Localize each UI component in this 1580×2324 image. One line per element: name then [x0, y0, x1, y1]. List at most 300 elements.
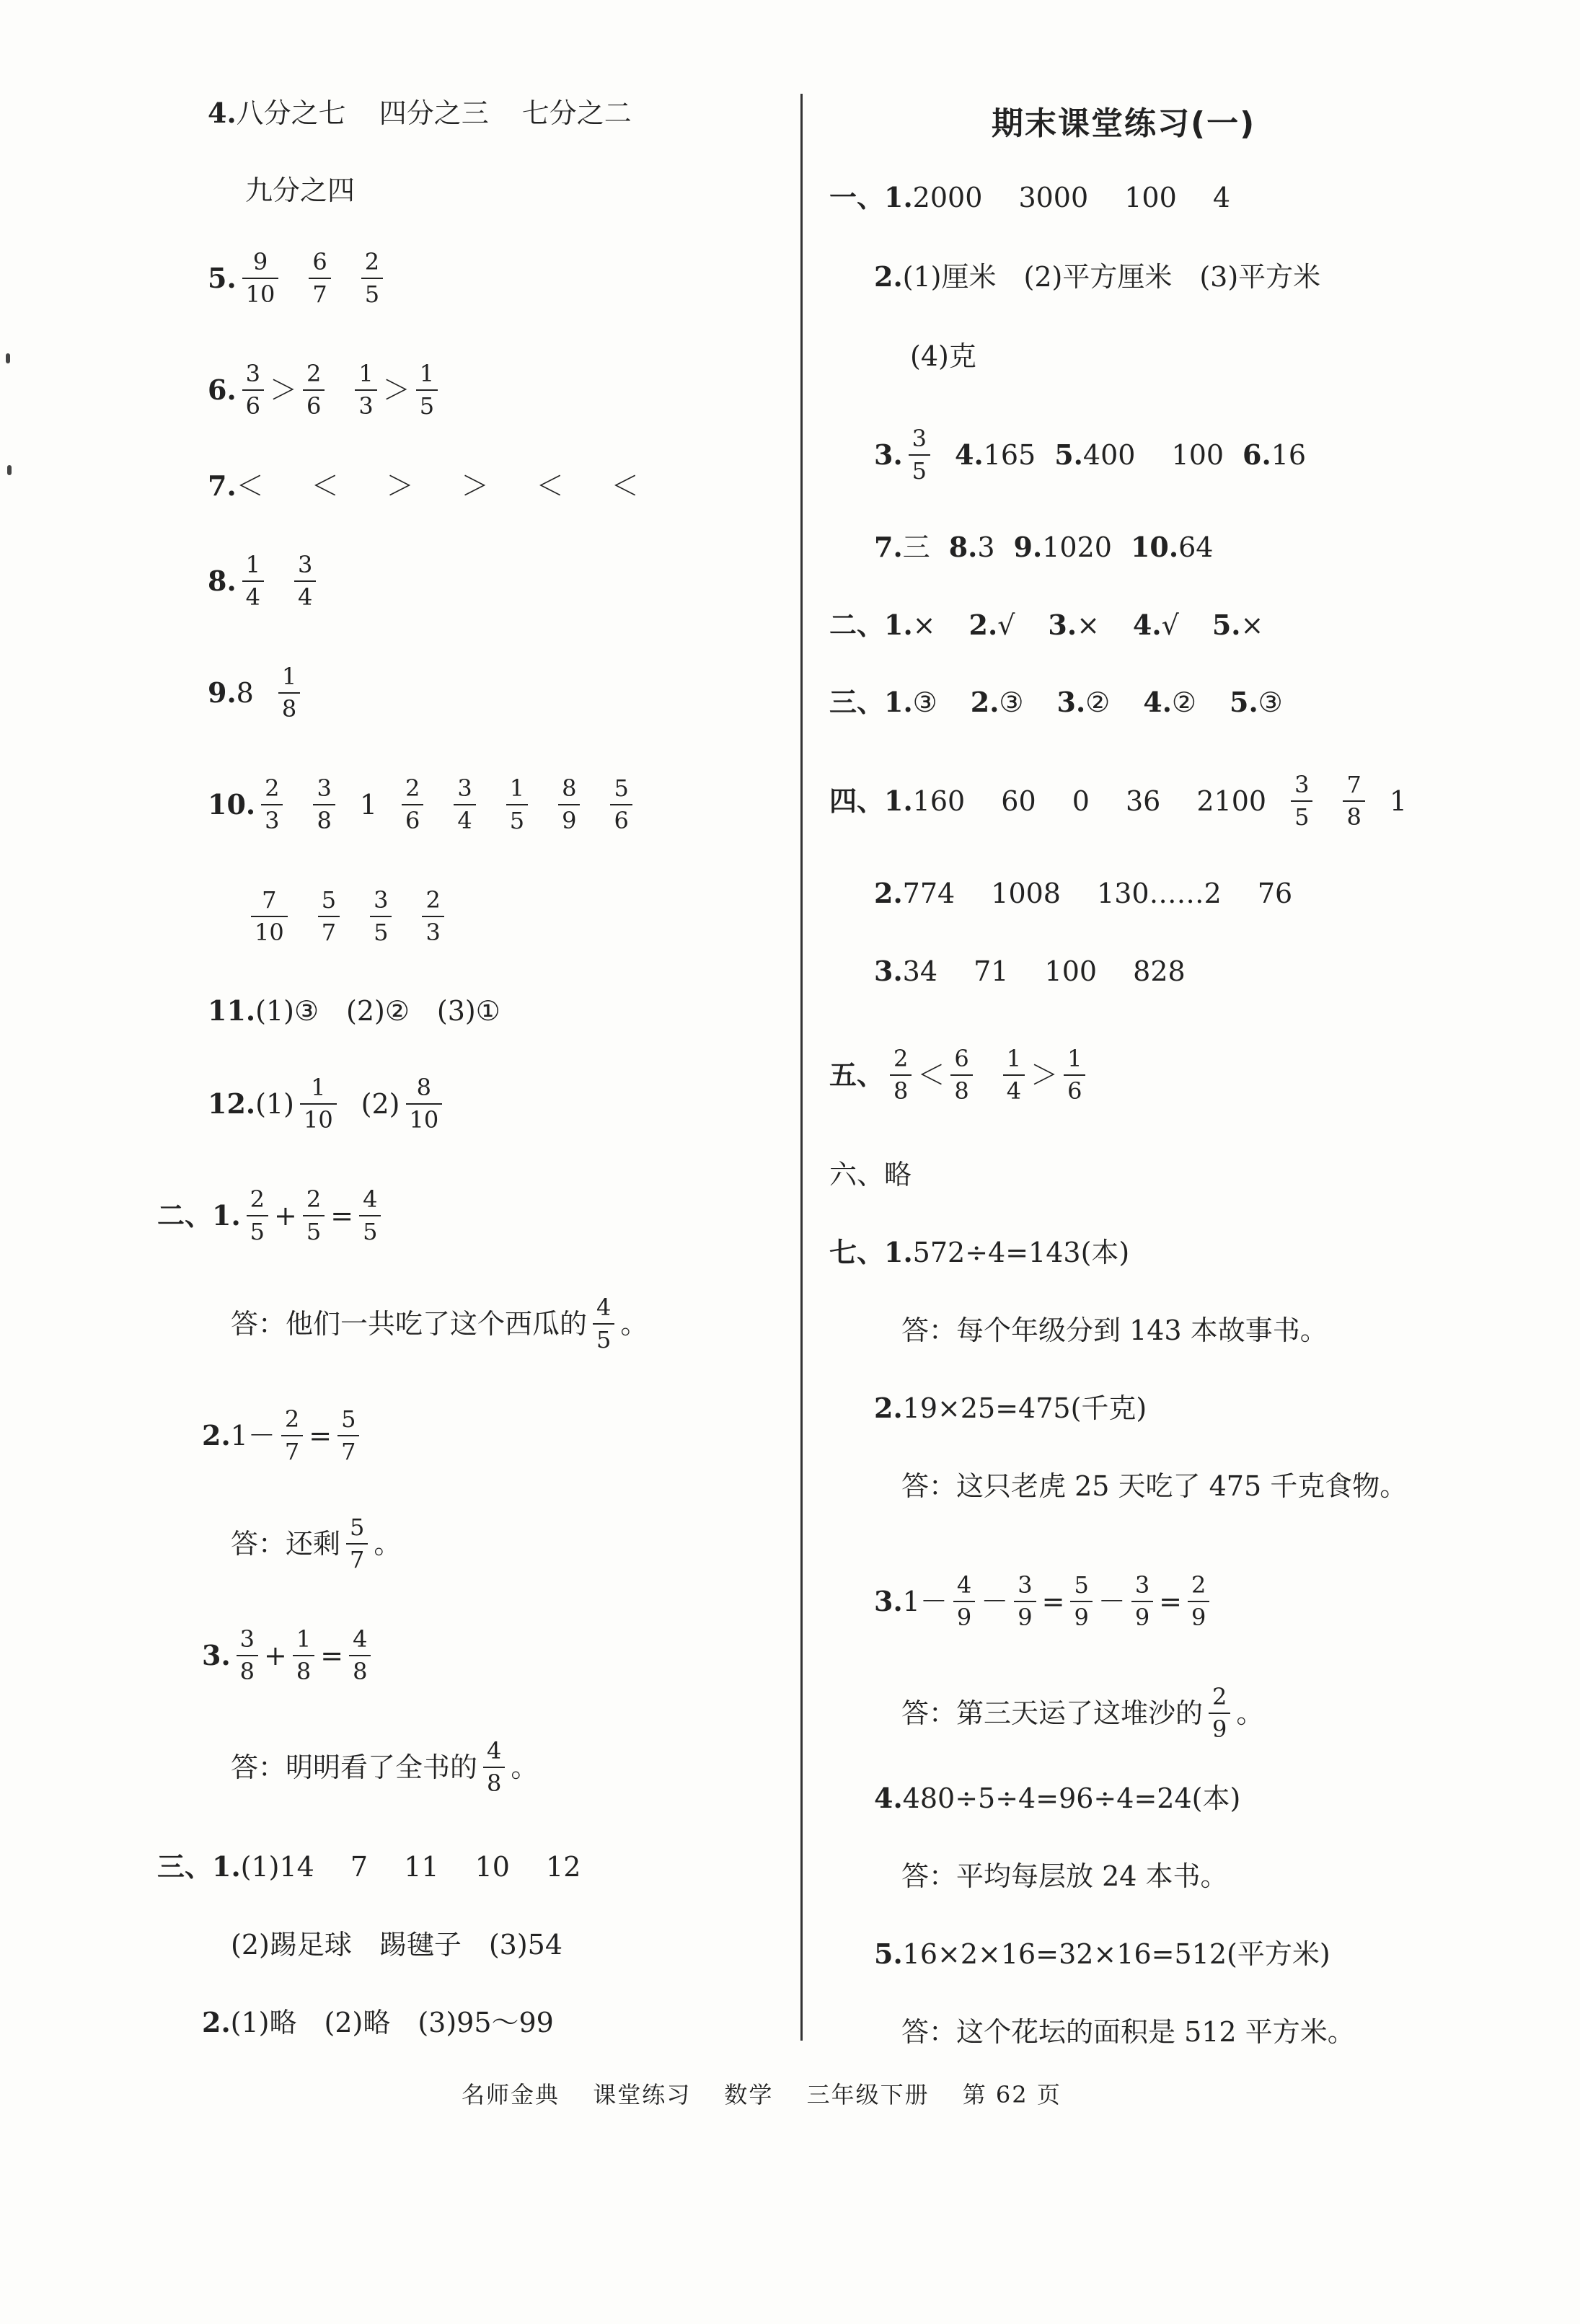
answer-text: 三	[902, 531, 930, 563]
answer-text: 5.	[208, 261, 237, 294]
scan-mark	[6, 353, 10, 363]
answer-text: 8	[236, 676, 254, 709]
fraction	[309, 249, 330, 308]
answer-text: 160 60 0 36 2100	[912, 785, 1267, 817]
answer-text: 答：这个花坛的面积是 512 平方米。	[901, 2016, 1355, 2048]
answer-text: 5	[321, 886, 337, 914]
answer-text: 2.	[874, 877, 903, 909]
answer-text: 四、1.	[829, 784, 913, 817]
answer-text: ＜ ＜ ＞ ＞ ＜ ＜	[236, 470, 649, 502]
answer-text: 2	[265, 774, 280, 802]
answer-text: 6	[303, 389, 325, 420]
answer-text: 165	[983, 438, 1036, 471]
answer-text: 9	[1209, 1713, 1230, 1743]
fraction	[558, 775, 580, 834]
fraction	[402, 775, 423, 834]
answer-text: 9	[252, 248, 268, 275]
answer-text: 1	[509, 774, 525, 802]
answer-text: 9	[953, 1601, 975, 1631]
answer-text: 3.	[202, 1638, 231, 1671]
answer-text: ＜	[917, 1059, 945, 1091]
answer-text: 5	[359, 1215, 381, 1245]
answer-text: (2)踢足球 踢毽子 (3)54	[231, 1929, 563, 1961]
answer-text: 六、略	[829, 1159, 912, 1190]
scan-mark	[7, 465, 12, 475]
answer-text: 1020	[1042, 531, 1112, 563]
left-s2-q2	[202, 1406, 365, 1465]
left-q10-row2	[245, 887, 450, 946]
fraction	[278, 663, 300, 723]
right-s4-q2	[874, 877, 1293, 909]
answer-text: 9	[1014, 1601, 1036, 1631]
fraction	[318, 887, 340, 946]
left-s3-l1	[157, 1850, 581, 1883]
left-s2-ans1	[231, 1294, 648, 1353]
answer-text: 5	[350, 1514, 365, 1541]
answer-text: 572÷4=143(本)	[912, 1237, 1130, 1268]
fraction	[506, 775, 528, 834]
left-q4	[208, 97, 632, 129]
answer-text: 8	[890, 1074, 912, 1105]
right-s7-a2	[901, 1472, 1407, 1500]
fraction	[303, 361, 325, 420]
footer-series: 课堂练习	[593, 2081, 692, 2108]
answer-text: 8	[562, 774, 577, 802]
left-s3-l2	[231, 1929, 563, 1961]
fraction	[610, 775, 632, 834]
answer-text: 5	[909, 454, 930, 485]
fraction	[300, 1074, 337, 1134]
left-q10	[208, 775, 638, 834]
right-s7-a5	[901, 2018, 1355, 2046]
right-s1-q1	[829, 181, 1231, 213]
footer-grade: 三年级下册	[806, 2081, 930, 2108]
answer-text: 480÷5÷4=96÷4=24(本)	[902, 1782, 1241, 1814]
answer-text: 答：平均每层放 24 本书。	[901, 1860, 1228, 1892]
fraction	[247, 1186, 268, 1245]
fraction	[1291, 772, 1312, 831]
answer-text: 3	[1134, 1571, 1150, 1599]
answer-text: 3	[457, 774, 472, 802]
fraction	[422, 887, 443, 946]
answer-text: 2.	[202, 2006, 231, 2038]
answer-text: 5	[1291, 800, 1312, 831]
answer-text: 2	[284, 1405, 300, 1433]
answer-text: 答：明明看了全书的	[231, 1751, 478, 1783]
answer-text: ×	[1077, 609, 1100, 641]
answer-text: 2	[1191, 1571, 1206, 1599]
answer-text: 6.	[1243, 438, 1271, 471]
answer-text: 5	[1074, 1571, 1089, 1599]
fraction	[416, 361, 438, 420]
answer-text: ＞	[270, 374, 298, 406]
answer-text: 1	[281, 663, 297, 690]
answer-text: =	[309, 1419, 332, 1452]
right-s7-q5	[874, 1940, 1330, 1968]
answer-text: ×	[1240, 609, 1264, 641]
answer-text: 2.	[874, 1392, 903, 1424]
fraction	[593, 1294, 614, 1353]
answer-text: 5	[593, 1323, 614, 1353]
answer-text: 5.	[1230, 686, 1258, 718]
answer-text: ②	[1171, 686, 1196, 718]
answer-text: 4.	[955, 438, 984, 471]
fraction	[1070, 1572, 1092, 1631]
right-s7-q3	[874, 1572, 1215, 1631]
fraction	[359, 1186, 381, 1245]
left-s3-l3	[202, 2006, 554, 2038]
fraction	[483, 1738, 505, 1797]
answer-text: (1)	[255, 1087, 294, 1120]
answer-text: 五、	[829, 1058, 885, 1091]
answer-text: 1	[296, 1625, 312, 1653]
left-s2-ans3	[231, 1738, 538, 1797]
answer-text: 5	[416, 389, 438, 420]
fraction	[242, 249, 279, 308]
answer-text: 5	[303, 1215, 325, 1245]
answer-text: 1	[311, 1074, 326, 1101]
fraction	[293, 1626, 314, 1685]
answer-text: ＞	[382, 374, 410, 406]
answer-text: 3	[374, 886, 389, 914]
fraction	[406, 1074, 443, 1134]
answer-text: ③	[912, 686, 937, 718]
answer-text: 3	[317, 774, 332, 802]
answer-text: ＞	[1030, 1059, 1059, 1091]
answer-text: 2	[364, 248, 380, 275]
answer-text: 34 71 100 828	[902, 955, 1186, 987]
fraction	[1003, 1046, 1025, 1105]
answer-text: 3.	[1048, 609, 1077, 641]
answer-text: 4	[363, 1185, 378, 1213]
answer-text: ③	[999, 686, 1024, 718]
fraction	[261, 775, 283, 834]
right-s4-q1	[829, 772, 1407, 831]
answer-text: 6	[242, 389, 264, 420]
answer-text: 9	[1131, 1601, 1153, 1631]
answer-text: 4	[596, 1294, 612, 1321]
left-s2-ans2	[231, 1514, 401, 1573]
answer-text: 2.	[202, 1418, 231, 1452]
right-s4-q3	[874, 955, 1186, 987]
answer-text: 9	[1070, 1601, 1092, 1631]
answer-text: (1)③ (2)② (3)①	[255, 995, 500, 1027]
answer-text: √	[997, 609, 1015, 641]
answer-text: 6.	[208, 373, 237, 406]
right-s3	[829, 686, 1283, 718]
answer-text: 12.	[208, 1087, 256, 1120]
answer-text: 8.	[948, 531, 978, 563]
answer-text: 10	[251, 916, 288, 946]
right-s7-q1	[829, 1236, 1130, 1268]
answer-text: 400 100	[1082, 438, 1224, 471]
answer-text: 10.	[1130, 531, 1179, 563]
answer-text: 2000 3000 100 4	[912, 182, 1231, 213]
answer-text: 5	[370, 916, 392, 946]
answer-text: 8	[416, 1074, 432, 1101]
fraction	[237, 1626, 258, 1685]
answer-text: ②	[1085, 686, 1111, 718]
fraction	[1064, 1046, 1085, 1105]
answer-text: 4	[487, 1737, 502, 1764]
answer-text: 3	[977, 531, 995, 563]
answer-text: 四分之三	[379, 97, 489, 129]
answer-text: 8	[293, 1655, 314, 1685]
left-q4-cont	[245, 174, 356, 206]
fraction	[1188, 1572, 1209, 1631]
answer-text: (1)略 (2)略 (3)95～99	[230, 2007, 554, 2038]
fraction	[346, 1514, 368, 1573]
answer-text: 10	[242, 278, 279, 308]
left-q5	[208, 249, 389, 308]
answer-text: 8	[278, 692, 300, 723]
answer-text: 64	[1178, 531, 1214, 563]
answer-text: 1－	[902, 1585, 948, 1617]
left-s2-q1	[157, 1186, 387, 1245]
answer-text: 九分之四	[245, 174, 356, 206]
fraction	[454, 775, 475, 834]
left-s2-q3	[202, 1626, 376, 1685]
fraction	[303, 1186, 325, 1245]
answer-text: 2	[405, 774, 420, 802]
answer-text: 二、1.	[829, 609, 913, 641]
fraction	[370, 887, 392, 946]
answer-text: 6	[1064, 1074, 1085, 1105]
answer-text: 1	[358, 360, 374, 387]
answer-text: 9	[558, 804, 580, 834]
fraction	[313, 775, 335, 834]
answer-text: 6	[954, 1045, 969, 1072]
answer-text: 1	[359, 788, 378, 821]
answer-text: 2	[306, 360, 322, 387]
answer-text: 八分之七	[236, 97, 346, 129]
answer-text: (1)厘米 (2)平方厘米 (3)平方米	[902, 261, 1321, 293]
left-q9	[208, 663, 306, 723]
answer-text: 8	[1343, 800, 1364, 831]
right-s5	[829, 1046, 1091, 1105]
answer-text: 二、1.	[157, 1198, 241, 1232]
answer-text: 5	[614, 774, 629, 802]
answer-text: 3	[298, 551, 313, 578]
answer-text: ×	[912, 609, 936, 641]
answer-text: =	[320, 1639, 344, 1671]
answer-text: 3	[1018, 1571, 1033, 1599]
answer-text: 9.	[208, 676, 237, 709]
right-s1-q7-10	[874, 531, 1214, 563]
right-s1-q2	[874, 260, 1321, 293]
answer-text: 8	[349, 1655, 371, 1685]
answer-text: 1－	[230, 1419, 275, 1452]
answer-text: 2	[893, 1045, 909, 1072]
fraction	[281, 1406, 303, 1465]
answer-text: 8.	[208, 564, 237, 597]
answer-text: －	[1098, 1585, 1126, 1617]
right-s7-q2	[874, 1392, 1147, 1424]
answer-text: 4.	[208, 97, 237, 129]
answer-text: 7	[309, 278, 330, 308]
answer-text: =	[330, 1199, 354, 1232]
answer-text: 3.	[874, 438, 903, 471]
answer-text: 三、1.	[829, 686, 913, 718]
answer-text: 5	[361, 278, 383, 308]
answer-text: 2	[425, 886, 441, 914]
answer-text: 8	[483, 1767, 505, 1797]
answer-text: 8	[950, 1074, 972, 1105]
answer-text: (2)	[361, 1087, 400, 1120]
fraction	[1209, 1684, 1230, 1743]
column-divider	[800, 94, 803, 2041]
right-s1-q2b	[910, 340, 976, 372]
answer-text: 9.	[1013, 531, 1043, 563]
fraction	[1343, 772, 1364, 831]
fraction	[950, 1046, 972, 1105]
footer-subject: 数学	[724, 2081, 774, 2108]
answer-text: (4)克	[910, 340, 976, 372]
fraction	[1131, 1572, 1153, 1631]
answer-text: =	[1041, 1585, 1065, 1617]
answer-text: 2.	[874, 260, 903, 293]
answer-text: 1	[245, 551, 261, 578]
right-s6	[829, 1161, 912, 1188]
answer-text: +	[264, 1639, 287, 1671]
page-title: 期末课堂练习(一)	[992, 105, 1256, 142]
answer-text: (1)14 7 11 10 12	[240, 1851, 581, 1883]
answer-text: 5	[247, 1215, 268, 1245]
answer-text: 4.	[1132, 609, 1162, 641]
answer-text: 8	[237, 1655, 258, 1685]
answer-text: 5.	[874, 1938, 903, 1970]
answer-text: 七、1.	[829, 1236, 913, 1268]
answer-text: 3.	[874, 1584, 903, 1617]
answer-text: 1	[1006, 1045, 1022, 1072]
left-q7	[208, 469, 649, 502]
answer-text: 3	[422, 916, 443, 946]
fraction	[251, 887, 288, 946]
answer-text: 4	[242, 580, 264, 611]
answer-text: 9	[1188, 1601, 1209, 1631]
answer-text: 10	[300, 1103, 337, 1134]
answer-text: 3	[1294, 771, 1310, 798]
fraction	[355, 361, 376, 420]
answer-text: 4	[1003, 1074, 1025, 1105]
right-s7-a4	[901, 1860, 1228, 1892]
answer-text: 7	[262, 886, 277, 914]
answer-text: 5	[506, 804, 528, 834]
answer-text: 774 1008 130……2 76	[902, 878, 1293, 909]
answer-text: 16×2×16=32×16=512(平方米)	[902, 1938, 1330, 1970]
answer-text: 3	[261, 804, 283, 834]
answer-text: 3.	[1056, 686, 1086, 718]
answer-text: 2.	[968, 609, 998, 641]
left-q6	[208, 361, 443, 420]
answer-text: 5	[341, 1405, 356, 1433]
fraction	[890, 1046, 912, 1105]
answer-text: 7	[281, 1435, 303, 1465]
fraction	[953, 1572, 975, 1631]
answer-text: 7	[337, 1435, 359, 1465]
answer-text: 7.	[874, 531, 903, 563]
footer-page-number: 第 62 页	[962, 2081, 1062, 2108]
right-s7-a1	[901, 1317, 1328, 1344]
fraction	[294, 552, 316, 611]
answer-text: 3	[912, 425, 927, 452]
answer-text: 6	[402, 804, 423, 834]
fraction	[242, 361, 264, 420]
answer-text: 1	[1067, 1045, 1082, 1072]
answer-text: =	[1159, 1585, 1183, 1617]
answer-text: 4.	[1143, 686, 1172, 718]
answer-text: 一、1.	[829, 181, 913, 213]
left-q8	[208, 552, 322, 611]
answer-text: 6	[312, 248, 327, 275]
left-q12	[208, 1074, 448, 1134]
answer-text: 2	[1212, 1683, 1227, 1710]
right-s1-q3-6	[874, 425, 1306, 485]
answer-text: 8	[313, 804, 335, 834]
answer-text: 答：这只老虎 25 天吃了 475 千克食物。	[901, 1470, 1408, 1502]
answer-text: 4	[454, 804, 475, 834]
answer-text: 。	[511, 1751, 539, 1783]
answer-text: 2	[250, 1185, 265, 1213]
answer-text: －	[981, 1585, 1009, 1617]
answer-text: 16	[1271, 438, 1307, 471]
answer-text: 7	[318, 916, 340, 946]
answer-text: 。	[620, 1307, 648, 1340]
answer-text: 三、1.	[157, 1850, 241, 1883]
answer-text: 答：第三天运了这堆沙的	[901, 1697, 1204, 1729]
fraction	[337, 1406, 359, 1465]
answer-text: 7	[346, 1543, 368, 1573]
fraction	[242, 552, 264, 611]
answer-text: 3.	[874, 955, 903, 987]
right-s2	[829, 611, 1263, 639]
answer-text: 答：他们一共吃了这个西瓜的	[231, 1307, 588, 1340]
answer-text: 4	[956, 1571, 972, 1599]
answer-text: 5.	[1212, 609, 1241, 641]
answer-text: 6	[610, 804, 632, 834]
answer-text: 1	[1389, 785, 1408, 817]
answer-text: 4.	[874, 1782, 903, 1814]
right-s7-q4	[874, 1782, 1241, 1814]
answer-text: 19×25=475(千克)	[902, 1392, 1147, 1424]
page-footer	[462, 2077, 1086, 2110]
answer-text: 1	[419, 360, 435, 387]
answer-text: 3	[239, 1625, 255, 1653]
left-q11	[208, 994, 500, 1027]
fraction	[909, 425, 930, 485]
answer-text: 10	[406, 1103, 443, 1134]
answer-text: 5.	[1054, 438, 1083, 471]
answer-text: 2.	[970, 686, 999, 718]
right-s7-a3	[901, 1684, 1263, 1743]
answer-text: 2	[306, 1185, 322, 1213]
answer-text: 4	[353, 1625, 368, 1653]
fraction	[361, 249, 383, 308]
footer-book: 名师金典	[462, 2081, 560, 2108]
answer-text: 七分之二	[521, 97, 632, 129]
answer-text: 10.	[208, 787, 256, 821]
fraction	[1014, 1572, 1036, 1631]
answer-text: 7.	[208, 469, 237, 502]
answer-text: 7	[1346, 771, 1361, 798]
answer-text: 3	[245, 360, 261, 387]
answer-text: 3	[355, 389, 376, 420]
answer-text: 。	[374, 1527, 402, 1560]
answer-text: 11.	[208, 994, 256, 1027]
answer-text: 4	[294, 580, 316, 611]
answer-text: 答：每个年级分到 143 本故事书。	[901, 1315, 1328, 1346]
answer-text: 。	[1236, 1697, 1264, 1729]
